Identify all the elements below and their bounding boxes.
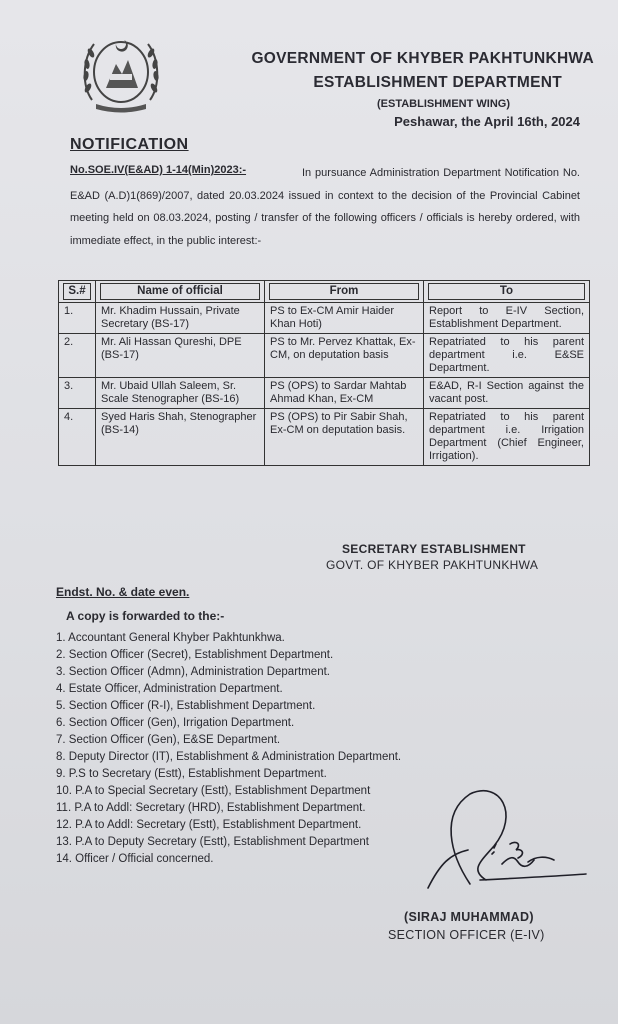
list-item: 3. Section Officer (Admn), Administration Department.: [56, 666, 330, 678]
cell-to: Repatriated to his parent department i.e. Irrigation Department (Chief Engineer, Irrigation).: [424, 409, 590, 466]
cell-from: PS (OPS) to Pir Sabir Shah, Ex-CM on deputation basis.: [265, 409, 424, 466]
notification-title: NOTIFICATION: [70, 136, 189, 153]
cell-to: Report to E-IV Section, Establishment Department.: [424, 303, 590, 334]
list-item: 6. Section Officer (Gen), Irrigation Department.: [56, 717, 295, 729]
list-item: 9. P.S to Secretary (Estt), Establishment Department.: [56, 768, 327, 780]
notification-body: In pursuance Administration Department Notification No. E&AD (A.D)1(869)/2007, dated 20.03.2024 issued in context to the decision of the Provincial Cabinet meeting held on 08.03.2024, posting / transfer of the following officers / officials is hereby ordered, with immediate effect, in the public interest:-: [70, 167, 580, 247]
table-header-row: [59, 281, 590, 303]
place-date: Peshawar, the April 16th, 2024: [394, 114, 580, 129]
col-from-header: From: [269, 283, 419, 300]
cell-name: Mr. Ali Hassan Qureshi, DPE (BS-17): [96, 334, 265, 378]
secretary-title: SECRETARY ESTABLISHMENT: [342, 542, 526, 556]
cell-name: Syed Haris Shah, Stenographer (BS-14): [96, 409, 265, 466]
table-row: [59, 303, 590, 334]
cell-sn: 1.: [59, 303, 96, 334]
department-heading: ESTABLISHMENT DEPARTMENT: [313, 74, 562, 91]
cell-name: Mr. Ubaid Ullah Saleem, Sr. Scale Stenographer (BS-16): [96, 378, 265, 409]
list-item: 2. Section Officer (Secret), Establishment Department.: [56, 649, 334, 661]
cell-sn: 4.: [59, 409, 96, 466]
list-item: 7. Section Officer (Gen), E&SE Department.: [56, 734, 281, 746]
govt-heading: GOVERNMENT OF KHYBER PAKHTUNKHWA: [251, 50, 594, 67]
cell-sn: 2.: [59, 334, 96, 378]
secretary-org: GOVT. OF KHYBER PAKHTUNKHWA: [326, 558, 539, 572]
reference-number: No.SOE.IV(E&AD) 1-14(Min)2023:-: [70, 164, 247, 176]
handwritten-signature-icon: [410, 784, 590, 894]
list-item: 12. P.A to Addl: Secretary (Estt), Establishment Department.: [56, 819, 362, 831]
col-sn-header: S.#: [63, 283, 91, 300]
endorsement-line: Endst. No. & date even.: [56, 585, 190, 599]
cell-name: Mr. Khadim Hussain, Private Secretary (BS-17): [96, 303, 265, 334]
table-row: [59, 378, 590, 409]
list-item: 14. Officer / Official concerned.: [56, 853, 214, 865]
cell-to: Repatriated to his parent department i.e. E&SE Department.: [424, 334, 590, 378]
list-item: 5. Section Officer (R-I), Establishment Department.: [56, 700, 316, 712]
list-item: 8. Deputy Director (IT), Establishment & Administration Department.: [56, 751, 402, 763]
list-item: 10. P.A to Special Secretary (Estt), Establishment Department: [56, 785, 371, 797]
wing-heading: (ESTABLISHMENT WING): [376, 98, 510, 110]
cell-to: E&AD, R-I Section against the vacant post.: [424, 378, 590, 409]
cell-from: PS to Ex-CM Amir Haider Khan Hoti): [265, 303, 424, 334]
cell-sn: 3.: [59, 378, 96, 409]
table-row: [59, 334, 590, 378]
list-item: 11. P.A to Addl: Secretary (HRD), Establishment Department.: [56, 802, 366, 814]
section-officer-name: (SIRAJ MUHAMMAD): [404, 910, 534, 924]
copy-forwarded-heading: A copy is forwarded to the:-: [66, 609, 225, 623]
list-item: 4. Estate Officer, Administration Department.: [56, 683, 283, 695]
section-officer-title: SECTION OFFICER (E-IV): [388, 928, 545, 942]
kp-emblem-icon: [76, 30, 166, 114]
cell-from: PS to Mr. Pervez Khattak, Ex-CM, on deputation basis: [265, 334, 424, 378]
copy-list: [56, 630, 401, 868]
posting-table: [58, 280, 590, 466]
table-row: [59, 409, 590, 466]
col-to-header: To: [428, 283, 585, 300]
cell-from: PS (OPS) to Sardar Mahtab Ahmad Khan, Ex-CM: [265, 378, 424, 409]
col-name-header: Name of official: [100, 283, 260, 300]
list-item: 13. P.A to Deputy Secretary (Estt), Establishment Department: [56, 836, 369, 848]
list-item: 1. Accountant General Khyber Pakhtunkhwa.: [56, 632, 285, 644]
